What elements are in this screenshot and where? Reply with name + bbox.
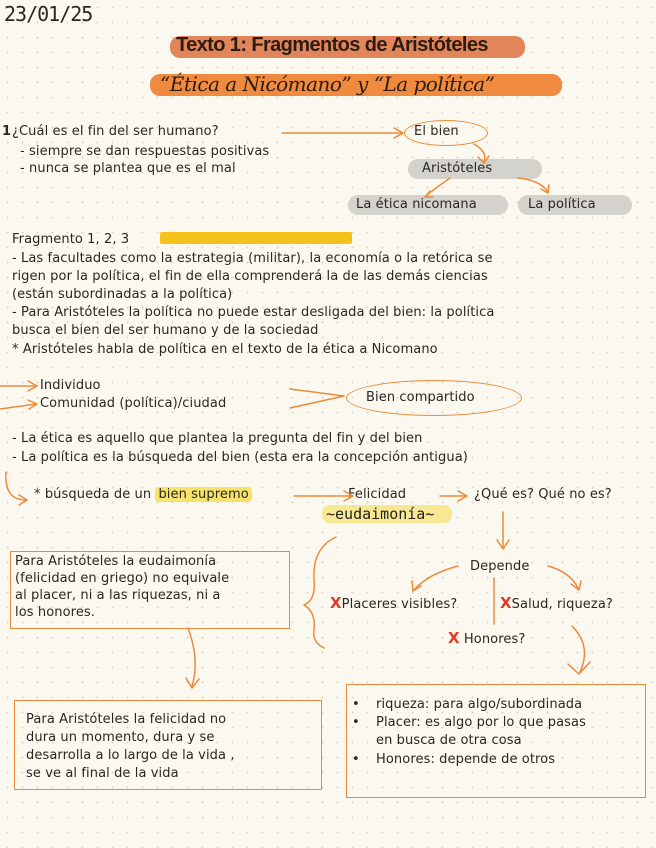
question-text: ¿Cuál es el fin del ser humano? (12, 124, 219, 139)
question-number: 1 (2, 124, 12, 139)
question-point: - nunca se plantea que es el mal (20, 161, 236, 176)
box3-item: Honores: depende de otros (376, 752, 556, 767)
box1-line: (felicidad en griego) no equivale (15, 571, 230, 586)
eudaimonia-label: ~eudaimonía~ (326, 505, 435, 523)
el-bien-label: El bien (414, 124, 459, 139)
comunidad-label: Comunidad (política)/ciudad (40, 396, 227, 411)
bullet-icon: • (352, 697, 360, 712)
bien-supremo-highlight: bien supremo (155, 487, 251, 502)
depende-label: Depende (470, 559, 530, 574)
bien-compartido-label: Bien compartido (366, 390, 475, 405)
box3-item: Placer: es algo por lo que pasas (376, 715, 586, 730)
fragmento-line: busca el bien del ser humano y de la sociedad (12, 323, 319, 338)
box1-line: los honores. (15, 605, 96, 620)
question-point: - siempre se dan respuestas positivas (20, 144, 270, 159)
curly-bracket (304, 537, 336, 648)
aristoteles-label: Aristóteles (422, 161, 493, 176)
fragmento-line: * Aristóteles habla de política en el texto de la ética a Nicomano (12, 342, 438, 357)
busqueda-prefix: * búsqueda de un (34, 487, 156, 502)
arrow-depende-salud (548, 566, 578, 588)
la-politica-label: La política (528, 197, 596, 212)
page-title: Texto 1: Fragmentos de Aristóteles (176, 34, 488, 56)
arrow-box1-box2 (188, 628, 195, 686)
box1-line: Para Aristóteles la eudaimonía (15, 554, 217, 569)
bullet-icon: • (352, 715, 360, 730)
box2-line: Para Aristóteles la felicidad no (26, 712, 227, 727)
felicidad-label: Felicidad (348, 487, 407, 502)
box2-line: dura un momento, dura y se (26, 730, 215, 745)
box3-item: riqueza: para algo/subordinada (376, 697, 583, 712)
honores-item: X Honores? (448, 629, 526, 647)
arrow-to-etica (426, 178, 450, 196)
arrow-busqueda (6, 472, 26, 500)
box2-line: se ve al final de la vida (26, 766, 179, 781)
salud-item: XSalud, riqueza? (500, 594, 613, 612)
etica-line: - La ética es aquello que plantea la pregunta del fin y del bien (12, 431, 423, 446)
x-mark: X (500, 594, 512, 612)
x-mark: X (330, 594, 342, 612)
box3-item: en busca de otra cosa (376, 733, 522, 748)
fragmento-line: - Las facultades como la estrategia (militar), la economía o la retórica se (12, 251, 493, 266)
etica-nicomana-label: La ética nicomana (356, 197, 477, 212)
box2-line: desarrolla a lo largo de la vida , (26, 748, 235, 763)
arrow-bien-compartido (290, 389, 344, 408)
que-es-label: ¿Qué es? Qué no es? (474, 487, 612, 502)
x-mark: X (448, 629, 460, 647)
fragmento-line: - Para Aristóteles la política no puede estar desligada del bien: la política (12, 305, 495, 320)
arrow-to-box3 (572, 626, 585, 672)
individuo-label: Individuo (40, 378, 101, 393)
box1-line: al placer, ni a las riquezas, ni a (15, 588, 221, 603)
bullet-icon: • (352, 752, 360, 767)
politica-line: - La política es la búsqueda del bien (esta era la concepción antigua) (12, 450, 468, 465)
placeres-item: XPlaceres visibles? (330, 594, 458, 612)
fragmento-line: rigen por la política, el fin de ella comprenderá la de las demás ciencias (12, 269, 488, 284)
date: 23/01/25 (4, 2, 93, 26)
page-subtitle: “Ética a Nicómano” y “La política” (160, 72, 495, 96)
fragmento-line: (están subordinadas a la política) (12, 287, 233, 302)
fragmento-heading: Fragmento 1, 2, 3 (12, 232, 130, 247)
